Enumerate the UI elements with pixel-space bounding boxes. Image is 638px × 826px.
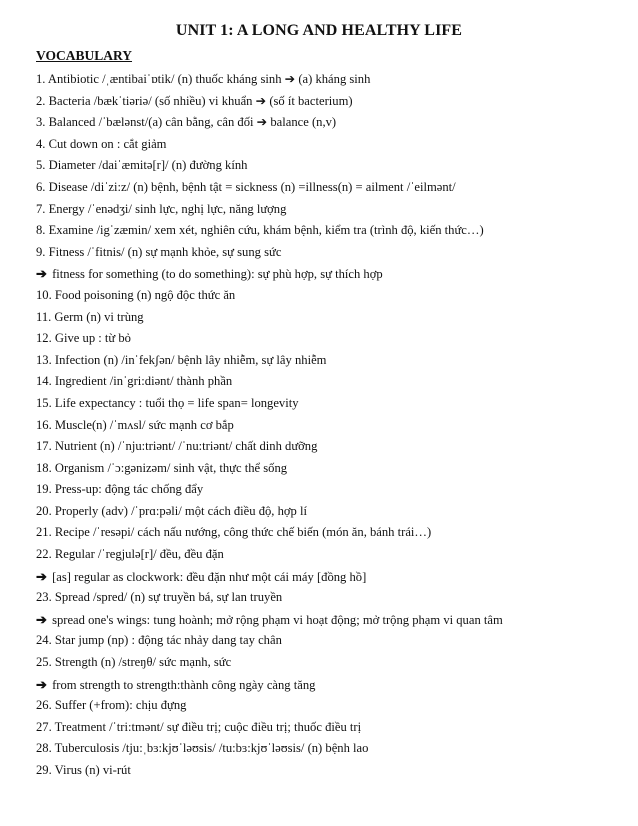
entry-text: 14. Ingredient /inˈgri:diənt/ thành phần (36, 374, 233, 389)
entry-text: 20. Properly (adv) /ˈprɑ:pəli/ một cách điều độ, hợp lí (36, 503, 308, 518)
vocabulary-entry (36, 199, 626, 221)
vocabulary-entry (36, 134, 626, 156)
vocabulary-entry (36, 566, 626, 588)
entry-text: [as] regular as clockwork: đều đặn như một cái máy [đồng hồ] (52, 569, 367, 584)
entry-text: spread one's wings: tung hoành; mở rộng phạm vi hoạt động; mở trộng phạm vi quan tâm (52, 612, 503, 627)
vocabulary-entry (36, 242, 626, 264)
vocabulary-entry (36, 91, 626, 113)
vocabulary-entry (36, 630, 626, 652)
entry-text: 2. Bacteria /bækˈtiəriə/ (số nhiều) vi khuẩn ➔ (số ít bacterium) (36, 93, 353, 108)
entry-text: 16. Muscle(n) /ˈmʌsl/ sức mạnh cơ bắp (36, 417, 234, 432)
section-heading: VOCABULARY (36, 48, 133, 63)
entry-text: from strength to strength:thành công ngày càng tăng (52, 677, 316, 692)
vocabulary-entry (36, 501, 626, 523)
vocabulary-entry (36, 220, 626, 242)
vocabulary-entry (36, 587, 626, 609)
entry-text: 13. Infection (n) /inˈfekʃən/ bệnh lây nhiễm, sự lây nhiễm (36, 352, 327, 367)
vocabulary-entry (36, 479, 626, 501)
vocabulary-entry (36, 69, 626, 91)
entry-text: 1. Antibiotic /ˌæntibaiˈɒtik/ (n) thuốc kháng sinh ➔ (a) kháng sinh (36, 72, 371, 86)
entry-text: 5. Diameter /daiˈæmitə[r]/ (n) đường kính (36, 158, 248, 173)
entry-text: 28. Tuberculosis /tju:ˌbɜ:kjʊˈləʊsis/ /tu:bɜ:kjʊˈləʊsis/ (n) bệnh lao (36, 741, 369, 756)
vocabulary-entry (36, 371, 626, 393)
vocabulary-entry (36, 522, 626, 544)
entry-text: 8. Examine /igˈzæmin/ xem xét, nghiên cứu, khám bệnh, kiểm tra (trình độ, kiến thức…) (36, 223, 484, 238)
vocabulary-entry (36, 393, 626, 415)
vocabulary-entry (36, 285, 626, 307)
entry-text: 17. Nutrient (n) /ˈnju:triənt/ /ˈnu:triənt/ chất dinh dưỡng (36, 439, 318, 454)
vocabulary-entry (36, 652, 626, 674)
vocabulary-entry (36, 350, 626, 372)
entry-text: 24. Star jump (np) : động tác nhảy dang tay chân (36, 633, 282, 648)
vocabulary-entry (36, 738, 626, 760)
vocabulary-entry (36, 263, 626, 285)
vocabulary-entry (36, 436, 626, 458)
vocabulary-entry (36, 609, 626, 631)
vocabulary-entry (36, 695, 626, 717)
arrow-icon: ➔ (36, 611, 47, 627)
vocabulary-entry (36, 674, 626, 696)
vocabulary-entry (36, 760, 626, 782)
entry-text: 21. Recipe /ˈresəpi/ cách nấu nướng, công thức chế biến (món ăn, bánh trái…) (36, 525, 432, 540)
entry-text: 15. Life expectancy : tuổi thọ = life span= longevity (36, 395, 299, 410)
entry-text: 9. Fitness /ˈfitnis/ (n) sự mạnh khỏe, sự sung sức (36, 244, 282, 259)
vocabulary-entry (36, 458, 626, 480)
entry-text: 26. Suffer (+from): chịu đựng (36, 698, 187, 713)
vocabulary-list (36, 69, 626, 782)
entry-text: 12. Give up : từ bỏ (36, 331, 131, 346)
entry-text: 23. Spread /spred/ (n) sự truyền bá, sự lan truyền (36, 590, 283, 605)
vocabulary-entry (36, 415, 626, 437)
entry-text: 10. Food poisoning (n) ngộ độc thức ăn (36, 287, 236, 302)
entry-text: 22. Regular /ˈregjulə[r]/ đều, đều đặn (36, 547, 224, 562)
entry-text: 29. Virus (n) vi-rút (36, 763, 131, 777)
entry-text: 18. Organism /ˈɔ:gənizəm/ sinh vật, thực thể sống (36, 460, 288, 475)
entry-text: 19. Press-up: động tác chống đẩy (36, 482, 204, 497)
entry-text: 11. Germ (n) vi trùng (36, 309, 144, 324)
entry-text: 6. Disease /diˈzi:z/ (n) bệnh, bệnh tật = sickness (n) =illness(n) = ailment /ˈeilmənt/ (36, 179, 456, 194)
entry-text: 4. Cut down on : cắt giảm (36, 136, 167, 151)
entry-text: 7. Energy /ˈenədʒi/ sinh lực, nghị lực, năng lượng (36, 201, 287, 216)
vocabulary-entry (36, 155, 626, 177)
arrow-icon: ➔ (36, 568, 47, 584)
arrow-icon: ➔ (36, 676, 47, 692)
vocabulary-entry (36, 112, 626, 134)
vocabulary-entry (36, 328, 626, 350)
arrow-icon: ➔ (36, 266, 47, 282)
entry-text: 27. Treatment /ˈtri:tmənt/ sự điều trị; cuộc điều trị; thuốc điều trị (36, 719, 362, 734)
entry-text: fitness for something (to do something): sự phù hợp, sự thích hợp (52, 267, 383, 282)
vocabulary-entry (36, 544, 626, 566)
vocabulary-entry (36, 307, 626, 329)
vocabulary-entry (36, 717, 626, 739)
entry-text: 25. Strength (n) /streŋθ/ sức mạnh, sức (36, 655, 232, 670)
page-title: UNIT 1: A LONG AND HEALTHY LIFE (175, 22, 463, 39)
entry-text: 3. Balanced /ˈbælənst/(a) cân bằng, cân đối ➔ balance (n,v) (36, 115, 337, 130)
vocabulary-entry (36, 177, 626, 199)
